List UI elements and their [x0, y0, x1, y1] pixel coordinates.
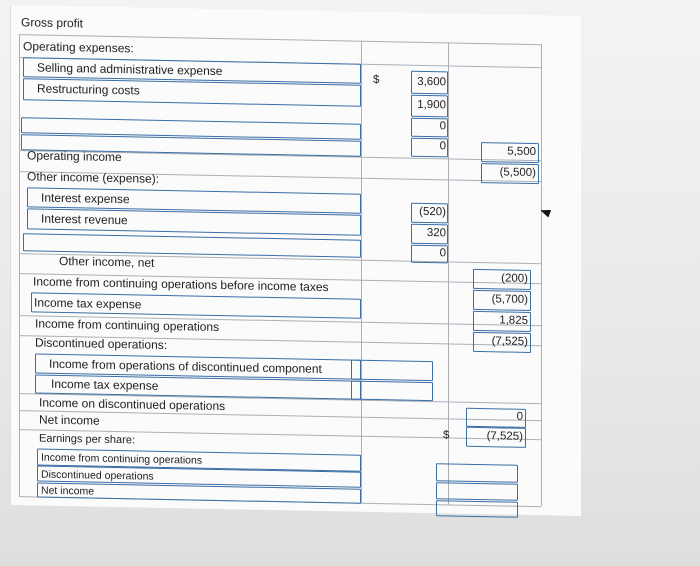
income-on-discontinued-value: 0 — [516, 410, 523, 423]
income-before-taxes-label: Income from continuing operations before income taxes — [33, 274, 329, 295]
restructuring-label: Restructuring costs — [37, 81, 140, 98]
net-income-label: Net income — [39, 412, 100, 428]
operating-expenses-label: Operating expenses: — [23, 39, 134, 56]
discontinued-ops-label: Discontinued operations: — [35, 335, 168, 353]
other-income-net-value: (200) — [501, 272, 528, 285]
income-tax-expense-2-input[interactable] — [351, 381, 433, 402]
income-continuing-value: (7,525) — [491, 335, 528, 348]
total-opex-value: 5,500 — [507, 145, 536, 159]
selling-admin-label: Selling and administrative expense — [37, 60, 223, 79]
eps-discontinued-label: Discontinued operations — [41, 468, 154, 483]
income-tax-expense-value: 1,825 — [499, 314, 528, 327]
eps-discontinued-input[interactable] — [436, 482, 518, 501]
blank-amount-value: 0 — [439, 120, 446, 133]
income-tax-expense-label: Income tax expense — [34, 295, 142, 312]
eps-net-income-input[interactable] — [436, 500, 518, 518]
selling-admin-value: 3,600 — [417, 75, 446, 89]
income-on-discontinued-label: Income on discontinued operations — [39, 395, 226, 414]
dollar-sign: $ — [373, 73, 380, 87]
income-disc-component-label: Income from operations of discontinued component — [49, 356, 322, 376]
operating-income-value: (5,500) — [499, 166, 536, 180]
income-statement-worksheet — [10, 5, 581, 516]
income-disc-component-input[interactable] — [351, 360, 433, 382]
income-continuing-label: Income from continuing operations — [35, 316, 220, 335]
eps-label: Earnings per share: — [39, 432, 135, 447]
blank-amount-value: 0 — [439, 140, 446, 153]
operating-income-label: Operating income — [27, 148, 122, 165]
eps-continuing-label: Income from continuing operations — [41, 451, 203, 467]
dollar-sign: $ — [443, 429, 450, 442]
blank-amount-value: 0 — [439, 247, 446, 260]
interest-revenue-value: 320 — [426, 227, 446, 240]
interest-revenue-label: Interest revenue — [41, 211, 128, 228]
income-before-taxes-value: (5,700) — [491, 293, 528, 306]
other-income-expense-label: Other income (expense): — [27, 169, 160, 186]
restructuring-value: 1,900 — [417, 98, 446, 112]
interest-expense-value: (520) — [419, 205, 446, 219]
gross-profit-label: Gross profit — [21, 15, 84, 31]
other-income-net-label: Other income, net — [59, 253, 155, 270]
eps-continuing-input[interactable] — [436, 463, 518, 483]
income-tax-expense-2-label: Income tax expense — [51, 376, 159, 393]
eps-net-income-label: Net income — [41, 484, 95, 498]
net-income-value: (7,525) — [486, 430, 523, 443]
interest-expense-label: Interest expense — [41, 190, 130, 207]
